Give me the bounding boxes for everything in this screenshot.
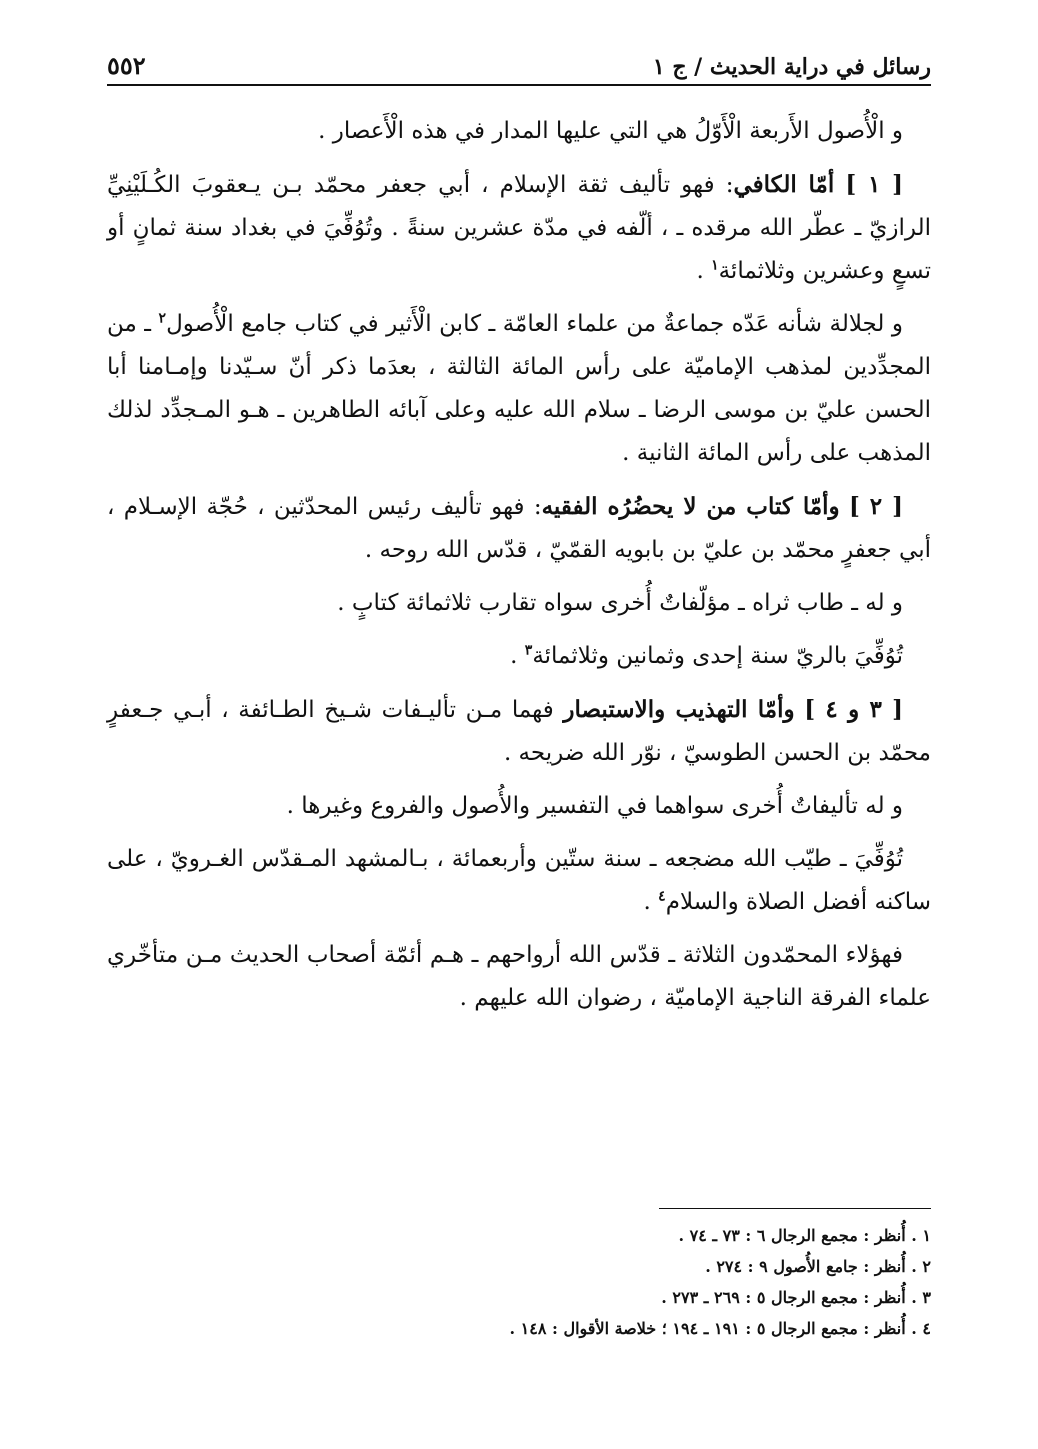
header-rule [107,84,931,86]
paragraph-3: و لجلالة شأنه عَدّه جماعةٌ من علماء العامّة ـ كابن الْأَثير في كتاب جامع الْأُصول$^٢$ ـ من المجدِّدين لمذهب الإماميّة على رأس المائة الثالثة ، بعدَما ذكر أنّ سـيّدنا وإمـامنا أبا الحسن عليّ بن موسى الرضا ـ سلام الله عليه وعلى آبائه الطاهرين ـ هـو المـجدِّد لذلك المذهب على رأس المائة الثانية . [107,310,931,466]
paragraph-9: تُوُفِّيَ ـ طيّب الله مضجعه ـ سنة ستّين وأربعمائة ، بـالمشهد المـقدّس الغـرويّ ، على ساكنه أفضل الصلاة والسلام$^٤$ . [107,846,931,915]
paragraph-10: فهؤلاء المحمّدون الثلاثة ـ قدّس الله أرواحهم ـ هـم أئمّة أصحاب الحديث مـن متأخّري علماء الفرقة الناجية الإماميّة ، رضوان الله عليهم . [107,942,931,1011]
footnote-3: ٣ . أُنظر : مجمع الرجال ٥ : ٢٦٩ ـ ٢٧٣ . [661,1288,931,1307]
paragraph-4: [ ٢ ] وأمّا كتاب من لا يحضُرُه الفقيه: فهو تأليف رئيس المحدّثين ، حُجّة الإسـلام ، أبي جعفرٍ محمّد بن عليّ بن بابويه القمّيّ ، قدّس الله روحه . [107,493,931,563]
paragraph-1: و الْأُصول الأَربعة الْأَوّلُ هي التي عليها المدار في هذه الْأَعصار . [318,118,903,144]
page-number: ٥٥٢ [107,51,146,80]
paragraph-7: [ ٣ و ٤ ] وأمّا التهذيب والاستبصار فهما مـن تأليـفات شـيخ الطـائفة ، أبـي جـعفرٍ محمّد بن الحسن الطوسيّ ، نوّر الله ضريحه . [107,696,931,766]
paragraph-6: تُوُفِّيَ بالريّ سنة إحدى وثمانين وثلاثمائة$^٣$ . [510,642,903,669]
footnote-4: ٤ . أُنظر : مجمع الرجال ٥ : ١٩١ ـ ١٩٤ ؛ خلاصة الأقوال : ١٤٨ . [509,1319,931,1338]
paragraph-5: و له ـ طاب ثراه ـ مؤلّفاتٌ أُخرى سواه تقارب ثلاثمائة كتابٍ . [337,590,903,616]
footnote-ref-2[interactable]: ٢ [158,310,167,327]
footnote-1: ١ . أُنظر : مجمع الرجال ٦ : ٧٣ ـ ٧٤ . [678,1226,931,1245]
footnote-ref-3[interactable]: ٣ [524,642,533,659]
paragraph-8: و له تأليفاتٌ أُخرى سواهما في التفسير والأُصول والفروع وغيرها . [286,793,903,819]
section-marker-3-4: [ ٣ و ٤ ] [804,696,904,723]
footnotes [107,1222,931,1346]
page-header [107,38,931,80]
paragraph-2: [ ١ ] أمّا الكافي: فهو تأليف ثقة الإسلام ، أبي جعفر محمّد بـن يـعقوبَ الكُـلَيْنِيِّ الرازيّ ـ عطّر الله مرقده ـ ، ألّفه في مدّة عشرين سنةً . وتُوُفِّيَ في بغداد سنة ثمانٍ أو تسعٍ وعشرين وثلاثمائة$^١$ . [107,171,931,284]
book-name-tahdhib: وأمّا التهذيب والاستبصار [563,696,795,723]
footnote-ref-4[interactable]: ٤ [658,888,666,905]
book-name-kafi: أمّا الكافي [733,171,835,198]
section-marker-2: [ ٢ ] [848,493,904,520]
book-name-faqih: وأمّا كتاب من لا يحضُرُه الفقيه [541,493,840,520]
main-text [107,110,931,1030]
footnote-ref-1[interactable]: ١ [711,257,719,274]
running-title: رسائل في دراية الحديث / ج ١ [652,54,931,80]
section-marker-1: [ ١ ] [845,171,904,198]
footnote-2: ٢ . أُنظر : جامع الأُصول ٩ : ٢٧٤ . [705,1257,931,1276]
footnote-rule [659,1208,931,1209]
